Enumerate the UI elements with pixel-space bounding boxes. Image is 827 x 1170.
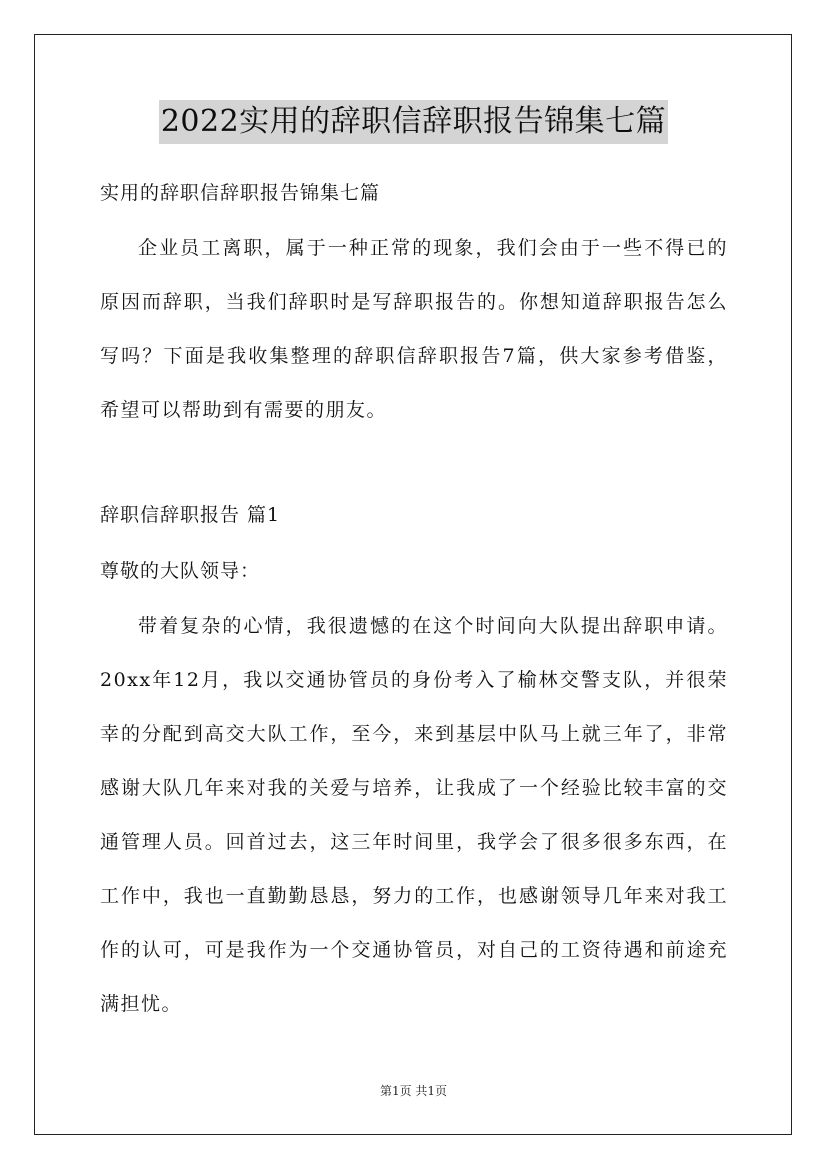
body-paragraph: 带着复杂的心情，我很遗憾的在这个时间向大队提出辞职申请。20xx年12月，我以交通协管员的身份考入了榆林交警支队，并很荣幸的分配到高交大队工作，至今，来到基层中队马上就三年了，非常感谢大队几年来对我的关爱与培养，让我成了一个经验比较丰富的交通管理人员。回首过去，这三年时间里，我学会了很多很多东西，在工作中，我也一直勤勤恳恳，努力的工作，也感谢领导几年来对我工作的认可，可是我作为一个交通协管员，对自己的工资待遇和前途充满担忧。	[100, 615, 728, 1015]
page-footer: 第1页 共1页	[379, 1084, 448, 1098]
section-heading: 辞职信辞职报告 篇1	[100, 504, 281, 526]
title-text: 2022实用的辞职信辞职报告锦集七篇	[159, 100, 668, 144]
intro-paragraph: 企业员工离职，属于一种正常的现象，我们会由于一些不得已的原因而辞职，当我们辞职时是写辞职报告的。你想知道辞职报告怎么写吗？下面是我收集整理的辞职信辞职报告7篇，供大家参考借鉴，希望可以帮助到有需要的朋友。	[100, 237, 728, 421]
document-title	[0, 100, 827, 144]
salutation: 尊敬的大队领导：	[100, 560, 261, 582]
document-body	[100, 165, 728, 1031]
subtitle: 实用的辞职信辞职报告锦集七篇	[100, 182, 381, 204]
